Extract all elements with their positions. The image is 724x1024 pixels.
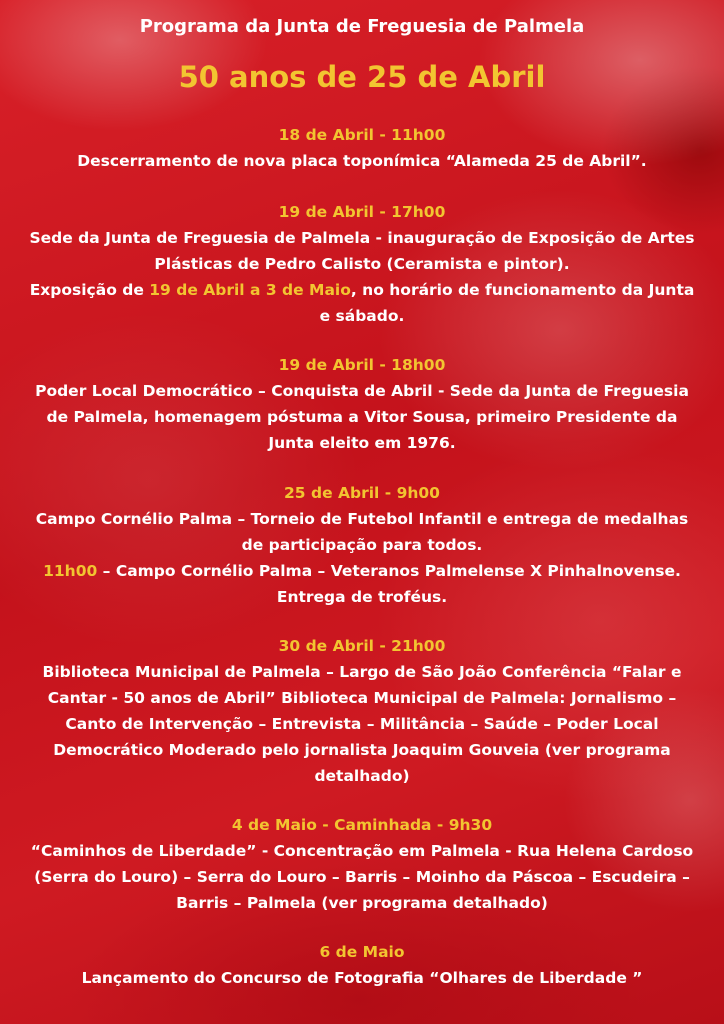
event-date: 18 de Abril - 11h00 bbox=[278, 126, 446, 144]
event-description: Barris – Palmela (ver programa detalhado) bbox=[176, 894, 548, 912]
event-5 bbox=[10, 633, 714, 789]
event-date: 19 de Abril - 17h00 bbox=[278, 203, 446, 221]
program-subtitle: Programa da Junta de Freguesia de Palmela bbox=[139, 16, 585, 37]
exhibition-prefix: Exposição de bbox=[29, 281, 150, 299]
event-description: Junta eleito em 1976. bbox=[268, 434, 456, 452]
exhibition-period-end: e sábado. bbox=[319, 307, 405, 325]
event-description: Poder Local Democrático – Conquista de Abril - Sede da Junta de Freguesia bbox=[35, 382, 689, 400]
exhibition-period bbox=[10, 277, 714, 303]
event-date: 25 de Abril - 9h00 bbox=[284, 484, 440, 502]
event-description: Lançamento do Concurso de Fotografia “Olhares de Liberdade ” bbox=[81, 969, 643, 987]
second-match-text: – Campo Cornélio Palma – Veteranos Palmelense X Pinhalnovense. bbox=[97, 562, 681, 580]
event-2 bbox=[10, 199, 714, 329]
event-description: Democrático Moderado pelo jornalista Joaquim Gouveia (ver programa bbox=[53, 741, 671, 759]
event-description: detalhado) bbox=[314, 767, 410, 785]
event-date: 4 de Maio - Caminhada - 9h30 bbox=[231, 816, 493, 834]
exhibition-suffix: , no horário de funcionamento da Junta bbox=[350, 281, 695, 299]
second-match-time: 11h00 bbox=[43, 562, 98, 580]
event-3 bbox=[10, 352, 714, 456]
second-match bbox=[10, 558, 714, 584]
event-description: de participação para todos. bbox=[241, 536, 483, 554]
event-description: Canto de Intervenção – Entrevista – Militância – Saúde – Poder Local bbox=[65, 715, 659, 733]
event-description: Descerramento de nova placa toponímica “Alameda 25 de Abril”. bbox=[77, 152, 647, 170]
event-description: Plásticas de Pedro Calisto (Ceramista e pintor). bbox=[154, 255, 570, 273]
event-1 bbox=[10, 122, 714, 174]
trophy-ceremony: Entrega de troféus. bbox=[276, 588, 448, 606]
event-4 bbox=[10, 480, 714, 610]
event-description: Cantar - 50 anos de Abril” Biblioteca Municipal de Palmela: Jornalismo – bbox=[47, 689, 677, 707]
event-description: Biblioteca Municipal de Palmela – Largo de São João Conferência “Falar e bbox=[42, 663, 682, 681]
exhibition-dates: 19 de Abril a 3 de Maio bbox=[149, 281, 351, 299]
event-description: de Palmela, homenagem póstuma a Vitor Sousa, primeiro Presidente da bbox=[46, 408, 678, 426]
event-description: (Serra do Louro) – Serra do Louro – Barris – Moinho da Páscoa – Escudeira – bbox=[34, 868, 690, 886]
event-description: Sede da Junta de Freguesia de Palmela - inauguração de Exposição de Artes bbox=[29, 229, 695, 247]
event-7 bbox=[10, 939, 714, 991]
program-title: 50 anos de 25 de Abril bbox=[178, 60, 546, 94]
event-6 bbox=[10, 812, 714, 916]
event-description: Campo Cornélio Palma – Torneio de Futebol Infantil e entrega de medalhas bbox=[35, 510, 689, 528]
event-description: “Caminhos de Liberdade” - Concentração em Palmela - Rua Helena Cardoso bbox=[30, 842, 694, 860]
event-date: 30 de Abril - 21h00 bbox=[278, 637, 446, 655]
event-date: 19 de Abril - 18h00 bbox=[278, 356, 446, 374]
event-date: 6 de Maio bbox=[319, 943, 405, 961]
